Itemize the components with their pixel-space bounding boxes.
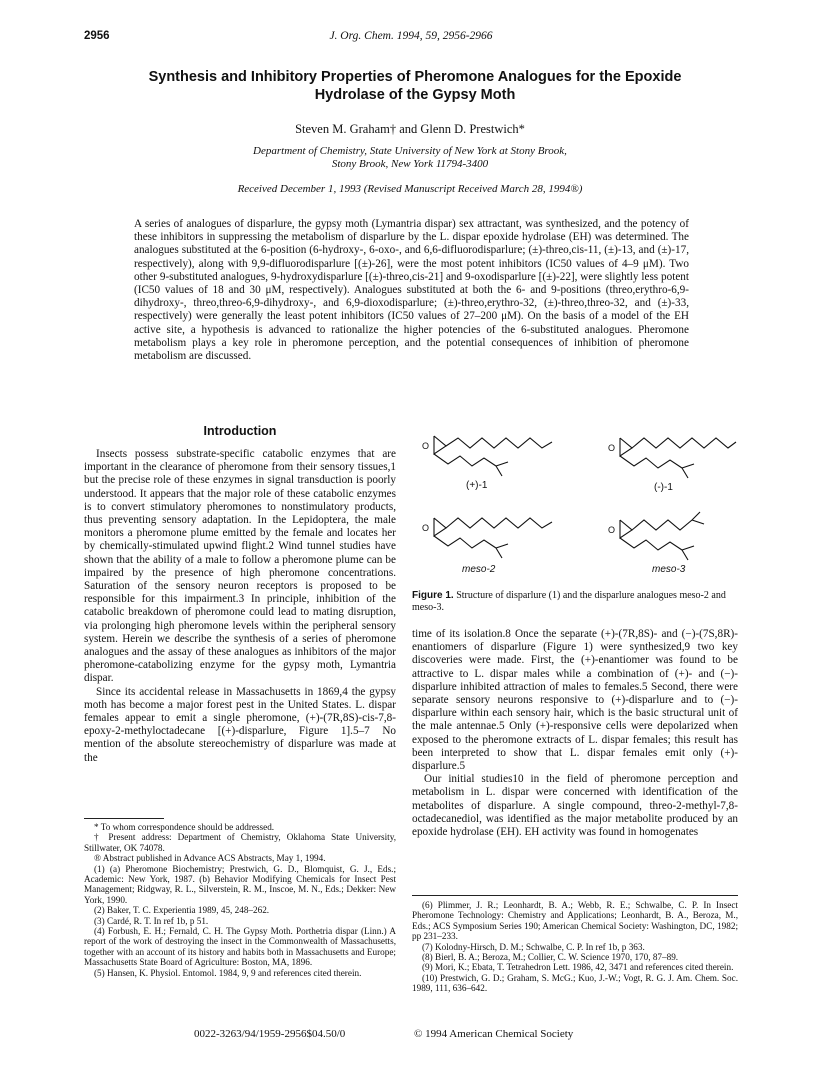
structure-meso-3 xyxy=(620,512,704,560)
left-column xyxy=(84,424,396,765)
introduction-heading: Introduction xyxy=(203,424,277,438)
reference: (9) Mori, K.; Ebata, T. Tetrahedron Lett. 1986, 42, 3471 and references cited therein. xyxy=(422,962,734,973)
footnote: ® Abstract published in Advance ACS Abstracts, May 1, 1994. xyxy=(94,853,326,864)
right-paragraph-2: Our initial studies10 in the field of pheromone perception and metabolism in L. dispar were concerned with identification of the metabolites of disparlure. A single compound, threo-2-methyl-7,8-octadecanediol, was identified as the major metabolite produced by an epoxide hydrolase (EH). EH activity was found in homogenates xyxy=(412,773,738,839)
author-list: Steven M. Graham† and Glenn D. Prestwich* xyxy=(295,122,525,136)
structure-minus-1 xyxy=(620,438,736,478)
footnote: (4) Forbush, E. H.; Fernald, C. H. The Gypsy Moth. Porthetria dispar (Linn.) A report of the work of destroying the insect in the Commonwealth of Massachusetts, together with an account of its history and habits both in Massachusetts and Europe; Massachusetts State Board of Agriculture: Boston, MA, 1896. xyxy=(84,926,396,968)
affiliation xyxy=(100,145,720,171)
article-code: 0022-3263/94/1959-2956$04.50/0 xyxy=(194,1028,346,1040)
figure-caption xyxy=(412,590,738,614)
affiliation-line-1: Department of Chemistry, State University of New York at Stony Brook, xyxy=(253,145,567,157)
footnote-divider xyxy=(84,818,164,819)
footnote: (1) (a) Pheromone Biochemistry; Prestwich, G. D., Blomquist, G. J., Eds.; Academic: New York, 1987. (b) Behavior Modifying Chemicals for Insect Pest Management; Ridgway, R. L., Silverstein, R. M., Inscoe, M. N., Eds.; Dekker: New York, 1990. xyxy=(84,863,396,905)
right-column xyxy=(412,424,738,839)
references-divider xyxy=(412,895,738,896)
footnote: (3) Cardé, R. T. In ref 1b, p 51. xyxy=(94,915,209,926)
oxygen-label: O xyxy=(422,441,430,451)
structure-meso-2 xyxy=(434,518,552,558)
reference: (6) Plimmer, J. R.; Leonhardt, B. A.; Webb, R. E.; Schwalbe, C. P. In Insect Pheromone Technology: Chemistry and Applications; Leonhardt, B. A., Beroza, M., Eds.; ACS Symposium Series 190; American Chemical Society: Washington, DC, 1982; pp 231–233. xyxy=(412,900,738,942)
right-body-text xyxy=(412,628,738,839)
oxygen-label: O xyxy=(422,523,430,533)
footnote: (5) Hansen, K. Physiol. Entomol. 1984, 9, 9 and references cited therein. xyxy=(94,967,362,978)
copyright: © 1994 American Chemical Society xyxy=(414,1028,574,1040)
reference: (10) Prestwich, G. D.; Graham, S. McG.; Kuo, J.-W.; Vogt, R. G. J. Am. Chem. Soc. 1989, 111, 636–642. xyxy=(412,972,738,994)
structures-drawing xyxy=(412,424,738,584)
page-number: 2956 xyxy=(84,30,110,42)
footnotes xyxy=(84,822,396,978)
abstract: A series of analogues of disparlure, the gypsy moth (Lymantria dispar) sex attractant, was synthesized, and the potency of these inhibitors in suppressing the metabolism of disparlure by the L. dispar epoxide hydrolase (EH) was determined. The analogues substituted at the 6-position (6-hydroxy-, 6-oxo-, and 6,6-difluorodisparlure; (±)-threo,cis-11, (±)-13, and (±)-17, respectively), along with 9,9-difluorodisparlure [(±)-26], were the most potent inhibitors (IC50 values of 4–9 μM). Two other 9-substituted analogues, 9-hydroxydisparlure [(±)-threo,cis-21] and 9-oxodisparlure [(±)-22], were slightly less potent (IC50 values of 18 and 30 μM, respectively). Analogues substituted at both the 6- and 9-positions (threo,erythro-6,9-dihydroxy-, threo,threo-6,9-dihydroxy-, and 6,9-dioxodisparlure; (±)-threo,erythro-32, (±)-threo,threo-32, and (±)-33, respectively) were generally the least potent inhibitors (IC50 values of 27–200 μM). On the basis of a model of the EH active site, a hypothesis is advanced to rationalize the higher potencies of the 6-substituted analogues. Pheromone metabolism plays a key role in pheromone perception, and the potential consequences of inhibition of pheromone metabolism are discussed. xyxy=(134,218,689,363)
references xyxy=(412,900,738,994)
right-paragraph-1: time of its isolation.8 Once the separate (+)-(7R,8S)- and (−)-(7S,8R)-enantiomers of disparlure (Figure 1) were synthesized,9 two key discoveries were made. First, the (+)-enantiomer was found to be attractive to L. dispar males while a combination of (+)- and (−)-disparlure inhibited attraction of males to females.5 Second, there were separate sensory neurons responsive to (+)-disparlure and to (−)-disparlure within each sensory hair, which is the basic structural unit of the male antennae.5 Only (+)-responsive cells were depolarized when exposed to the pheromone extracts of L. dispar females; this result has been interpreted to show that L. dispar females emit only (+)-disparlure.5 xyxy=(412,628,738,773)
running-header xyxy=(84,30,738,48)
structure-label-meso-2: meso-2 xyxy=(462,564,496,575)
figure-1 xyxy=(412,424,738,584)
reference: (7) Kolodny-Hirsch, D. M.; Schwalbe, C. P. In ref 1b, p 363. xyxy=(422,941,645,952)
received-dates: Received December 1, 1993 (Revised Manuscript Received March 28, 1994®) xyxy=(237,183,583,195)
footnote: * To whom correspondence should be addressed. xyxy=(94,822,275,832)
oxygen-label: O xyxy=(608,525,616,535)
structure-plus-1 xyxy=(434,436,552,476)
intro-paragraph-2: Since its accidental release in Massachusetts in 1869,4 the gypsy moth has become a major forest pest in the United States. L. dispar females appear to emit a single pheromone, (+)-(7R,8S)-cis-7,8-epoxy-2-methyloctadecane [(+)-disparlure, Figure 1].5–7 No mention of the absolute stereochemistry of disparlure was made at the xyxy=(84,685,396,764)
figure-caption-text: Structure of disparlure (1) and the disparlure analogues meso-2 and meso-3. xyxy=(412,590,726,613)
structure-label-plus-1: (+)-1 xyxy=(466,480,488,491)
article-title: Synthesis and Inhibitory Properties of Pheromone Analogues for the Epoxide Hydrolase of the Gypsy Moth xyxy=(148,69,682,103)
intro-paragraph-1: Insects possess substrate-specific catabolic enzymes that are important in the clearance of pheromone from their sensory tissues,1 but the precise role of these enzymes in signal transduction is poorly understood. It appears that the major role of these catabolic enzymes is to convert stimulatory pheromones to nonstimulatory products, thus preventing sensory adaptation. In the Lepidoptera, the male monitors a pheromone plume emitted by the female and locates her by chemically-stimulated upwind flight.2 Wind tunnel studies have shown that the ability of a male to follow a pheromone plume can be impaired by the presence of high pheromone concentrations. Saturation of the sensory neuron receptors is proposed to be responsible for this impairment.3 In principle, inhibition of the catabolic breakdown of pheromone could lead to mating disruption, via prolonging high pheromone levels within the peripheral sensory system. Herein we describe the synthesis of a series of pheromone analogues and the assay of these analogues as inhibitors of the major pheromone-catabolizing enzyme for the gypsy moth, Lymantria dispar. xyxy=(84,448,396,685)
affiliation-line-2: Stony Brook, New York 11794-3400 xyxy=(331,158,489,170)
footnote: † Present address: Department of Chemistry, Oklahoma State University, Stillwater, OK 74078. xyxy=(84,832,396,853)
footnote: (2) Baker, T. C. Experientia 1989, 45, 248–262. xyxy=(94,905,270,916)
oxygen-label: O xyxy=(608,443,616,453)
structure-label-meso-3: meso-3 xyxy=(652,564,686,575)
journal-citation: J. Org. Chem. 1994, 59, 2956-2966 xyxy=(329,30,493,42)
reference: (8) Bierl, B. A.; Beroza, M.; Collier, C. W. Science 1970, 170, 87–89. xyxy=(422,952,679,963)
figure-caption-label: Figure 1. xyxy=(412,590,454,601)
structure-label-minus-1: (-)-1 xyxy=(654,482,673,493)
